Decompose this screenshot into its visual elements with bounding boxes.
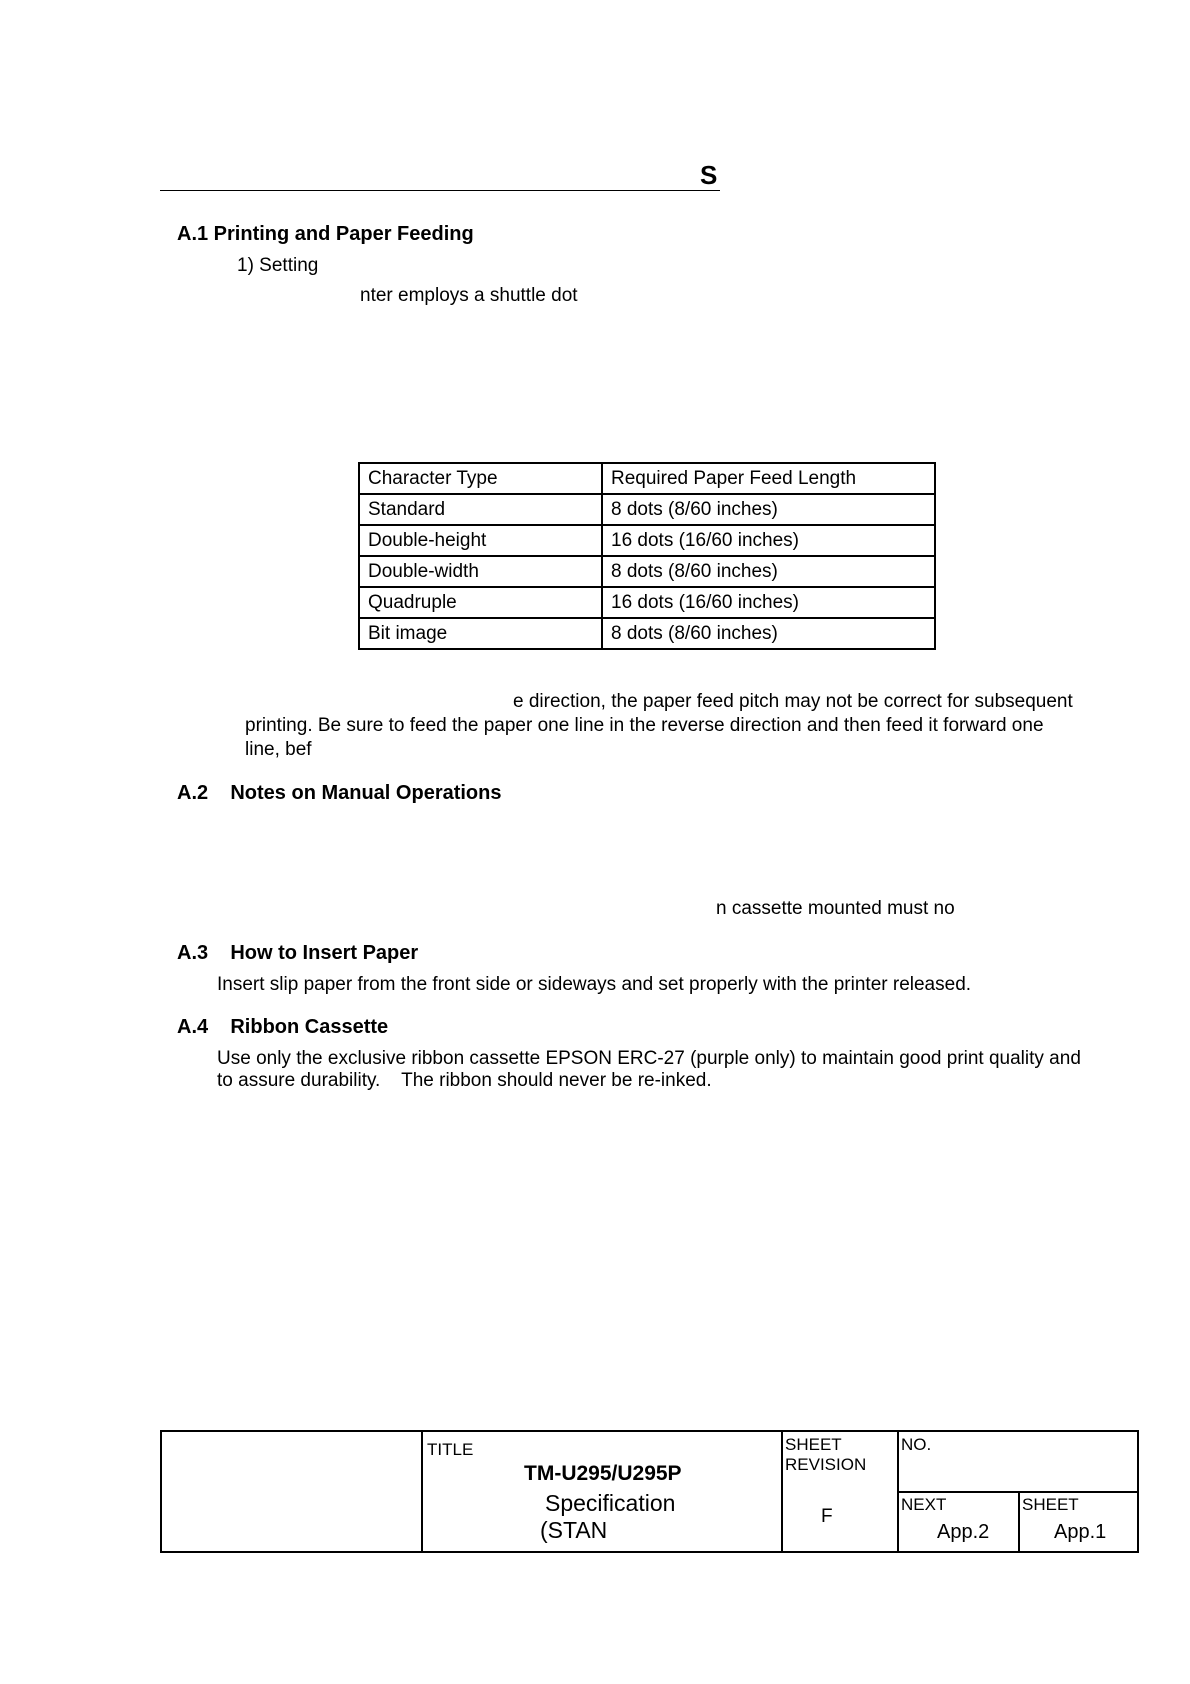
section-a1-heading: A.1 Printing and Paper Feeding <box>177 223 474 245</box>
table-cell: 16 dots (16/60 inches) <box>602 525 935 556</box>
note-line-3: line, bef <box>245 739 312 760</box>
document-model: TM-U295/U295P <box>524 1462 682 1485</box>
revision-label: REVISION <box>785 1455 867 1474</box>
table-cell: Standard <box>359 494 602 525</box>
sheet-value: App.1 <box>1054 1521 1107 1543</box>
next-label: NEXT <box>901 1495 947 1514</box>
title-block-title-cell <box>422 1431 782 1552</box>
table-cell: Quadruple <box>359 587 602 618</box>
note-line-2: printing. Be sure to feed the paper one line in the reverse direction and then feed it forward one <box>245 715 1044 736</box>
revision-value: F <box>821 1506 833 1527</box>
table-cell: 8 dots (8/60 inches) <box>602 618 935 649</box>
paper-feed-table <box>358 462 936 650</box>
section-a3-heading: A.3 How to Insert Paper <box>177 942 419 964</box>
section-a2-fragment: n cassette mounted must no <box>716 898 955 919</box>
title-block <box>160 1430 1139 1553</box>
title-label: TITLE <box>427 1440 474 1459</box>
sheet-label: SHEET <box>785 1435 842 1454</box>
table-header-cell: Required Paper Feed Length <box>602 463 935 494</box>
table-row <box>359 618 935 649</box>
table-cell: 8 dots (8/60 inches) <box>602 556 935 587</box>
table-header-row <box>359 463 935 494</box>
section-a3-body: Insert slip paper from the front side or sideways and set properly with the printer released. <box>217 974 972 995</box>
title-block-revision-cell <box>782 1431 898 1552</box>
no-label: NO. <box>901 1435 932 1454</box>
table-cell: Double-height <box>359 525 602 556</box>
table-row <box>359 556 935 587</box>
note-line-1: e direction, the paper feed pitch may not be correct for subsequent <box>513 691 1073 712</box>
table-cell: 8 dots (8/60 inches) <box>602 494 935 525</box>
table-row <box>359 587 935 618</box>
title-block-no-cell <box>898 1431 1138 1492</box>
next-value: App.2 <box>937 1521 990 1543</box>
section-a4-body-line-2: to assure durability. The ribbon should never be re-inked. <box>217 1070 712 1091</box>
table-cell: Bit image <box>359 618 602 649</box>
section-a4-heading: A.4 Ribbon Cassette <box>177 1016 389 1038</box>
document-title-line-3: (STAN <box>540 1517 608 1543</box>
header-rule <box>160 190 720 191</box>
header-title: S <box>700 160 718 190</box>
table-header-cell: Character Type <box>359 463 602 494</box>
section-a1-item-setting: 1) Setting <box>237 255 319 276</box>
title-block-sheet-cell <box>1019 1492 1138 1552</box>
document-title-line-2: Specification <box>545 1490 676 1516</box>
title-block-next-cell <box>898 1492 1019 1552</box>
section-a2-heading: A.2 Notes on Manual Operations <box>177 782 502 804</box>
table-row <box>359 494 935 525</box>
table-cell: 16 dots (16/60 inches) <box>602 587 935 618</box>
table-row <box>359 525 935 556</box>
section-a1-fragment: nter employs a shuttle dot <box>360 285 578 306</box>
sheet-label-2: SHEET <box>1022 1495 1079 1514</box>
title-block-blank-cell <box>161 1431 422 1552</box>
section-a4-body-line-1: Use only the exclusive ribbon cassette EPSON ERC-27 (purple only) to maintain good print quality and <box>217 1048 1081 1069</box>
table-cell: Double-width <box>359 556 602 587</box>
